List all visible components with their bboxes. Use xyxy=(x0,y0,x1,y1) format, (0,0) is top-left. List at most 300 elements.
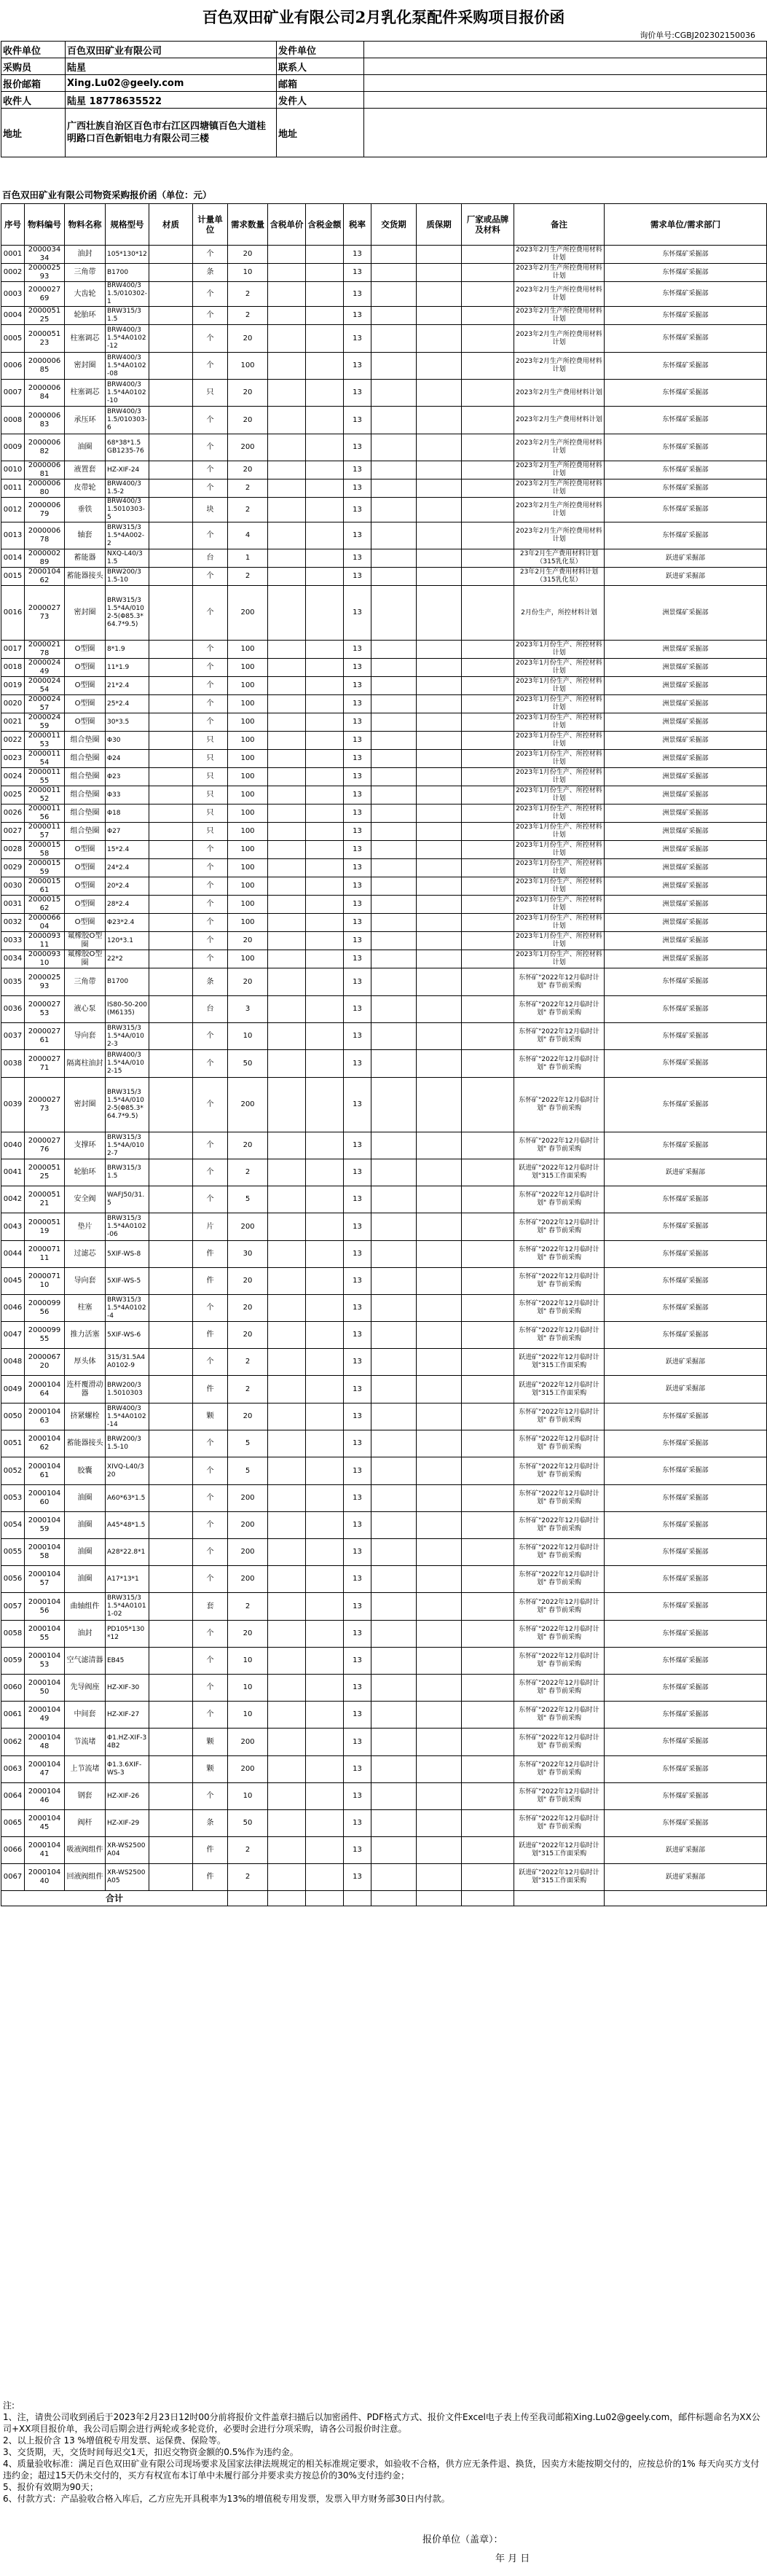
cell-empty xyxy=(268,786,306,804)
cell-empty xyxy=(306,841,344,859)
cell-unit: 颗 xyxy=(193,1404,228,1430)
cell-empty xyxy=(268,1159,306,1186)
cell-tax: 13 xyxy=(344,932,371,950)
cell-empty xyxy=(149,1132,193,1159)
table-row xyxy=(1,407,767,434)
cell-empty xyxy=(462,732,514,750)
cell-tax: 13 xyxy=(344,479,371,498)
cell-empty xyxy=(306,1322,344,1349)
cell-code: 200010440 xyxy=(25,1864,65,1891)
cell-unit: 件 xyxy=(193,1241,228,1268)
cell-dept: 东怀煤矿采掘部 xyxy=(605,407,767,434)
cell-empty xyxy=(268,1729,306,1756)
cell-empty xyxy=(149,1295,193,1322)
cell-name: 轮胎环 xyxy=(65,1159,106,1186)
table-row xyxy=(1,498,767,522)
table-row xyxy=(1,1593,767,1621)
column-header: 物料编号 xyxy=(25,204,65,246)
cell-spec: BRW315/31.5*4A01011-02 xyxy=(106,1593,149,1621)
cell-empty xyxy=(149,568,193,586)
table-header-row xyxy=(1,204,767,246)
cell-empty xyxy=(371,1702,417,1729)
cell-dept: 洲景煤矿采掘部 xyxy=(605,859,767,877)
cell-empty xyxy=(306,823,344,841)
cell-note: 2023年1月份生产、所控材料计划 xyxy=(514,768,605,786)
cell-tax: 13 xyxy=(344,1404,371,1430)
cell-empty xyxy=(371,1783,417,1810)
cell-empty xyxy=(462,1268,514,1295)
cell-code: 200010464 xyxy=(25,1376,65,1404)
table-row xyxy=(1,1322,767,1349)
table-row xyxy=(1,586,767,641)
cell-empty xyxy=(306,1648,344,1675)
cell-empty xyxy=(268,896,306,914)
cell-empty xyxy=(371,1566,417,1593)
cell-spec: BRW400/31.5/010302-1 xyxy=(106,282,149,307)
column-header: 序号 xyxy=(1,204,25,246)
cell-dept: 洲景煤矿采掘部 xyxy=(605,677,767,695)
cell-name: 组合垫圈 xyxy=(65,768,106,786)
cell-code: 200001154 xyxy=(25,750,65,768)
cell-note: 2023年1月份生产、所控材料计划 xyxy=(514,695,605,713)
cell-name: 厚头体 xyxy=(65,1349,106,1376)
cell-empty xyxy=(149,932,193,950)
cell-empty xyxy=(371,1132,417,1159)
cell-spec: A28*22.8*1 xyxy=(106,1539,149,1566)
cell-empty xyxy=(417,264,462,282)
cell-empty xyxy=(371,1295,417,1322)
column-header: 含税金额 xyxy=(306,204,344,246)
cell-empty xyxy=(417,461,462,479)
cell-no: 0045 xyxy=(1,1268,25,1295)
cell-qty: 5 xyxy=(228,1430,268,1457)
cell-tax: 13 xyxy=(344,522,371,549)
cell-empty xyxy=(268,1457,306,1485)
cell-empty xyxy=(149,1702,193,1729)
cell-note: 东怀矿"2022年12月临时计划" 春节前采购 xyxy=(514,1213,605,1241)
cell-unit: 个 xyxy=(193,641,228,659)
cell-tax: 13 xyxy=(344,380,371,407)
cell-empty xyxy=(371,1864,417,1891)
table-row xyxy=(1,1783,767,1810)
cell-code: 200000685 xyxy=(25,353,65,380)
cell-dept: 跃进矿采掘部 xyxy=(605,549,767,568)
cell-empty xyxy=(268,695,306,713)
cell-note: 2023年2月生产所控费用材料计划 xyxy=(514,479,605,498)
cell-empty xyxy=(417,950,462,968)
cell-code: 200002593 xyxy=(25,968,65,996)
cell-qty: 20 xyxy=(228,1295,268,1322)
cell-empty xyxy=(462,1023,514,1050)
table-row xyxy=(1,1512,767,1539)
cell-qty: 20 xyxy=(228,1322,268,1349)
cell-empty xyxy=(462,1783,514,1810)
cell-empty xyxy=(149,1322,193,1349)
cell-empty xyxy=(149,1539,193,1566)
cell-name: 轮胎环 xyxy=(65,307,106,325)
cell-empty xyxy=(417,1783,462,1810)
cell-spec: BRW400/31.5*4A0102-08 xyxy=(106,353,149,380)
cell-qty: 100 xyxy=(228,896,268,914)
note-line: 4、质量验收标准：满足百色双田矿业有限公司现场要求及国家法律法规规定的相关标准规定要求，如验收不合格，供方应无条件退、换货，因卖方未能按期交付的，应按总价的1% 每天向买方支付违约金；超过15天仍未交付的，买方有权宣布本订单中未履行部分并要求卖方按总价的30%支付违约金； xyxy=(3,2459,760,2481)
cell-name: 挤紧螺栓 xyxy=(65,1404,106,1430)
cell-no: 0008 xyxy=(1,407,25,434)
cell-qty: 2 xyxy=(228,307,268,325)
cell-unit: 个 xyxy=(193,1078,228,1132)
column-header: 规格型号 xyxy=(106,204,149,246)
cell-code: 200009956 xyxy=(25,1295,65,1322)
cell-empty xyxy=(306,586,344,641)
cell-unit: 个 xyxy=(193,932,228,950)
cell-empty xyxy=(149,996,193,1023)
cell-empty xyxy=(149,1023,193,1050)
cell-code: 200001559 xyxy=(25,859,65,877)
cell-spec: Φ30 xyxy=(106,732,149,750)
cell-spec: 105*130*12 xyxy=(106,246,149,264)
cell-no: 0059 xyxy=(1,1648,25,1675)
cell-qty: 200 xyxy=(228,1729,268,1756)
cell-empty xyxy=(149,768,193,786)
cell-empty xyxy=(371,1430,417,1457)
cell-qty: 200 xyxy=(228,1512,268,1539)
cell-empty xyxy=(462,353,514,380)
cell-note: 东怀矿"2022年12月临时计划" 春节前采购 xyxy=(514,1186,605,1213)
email-label: 报价邮箱 xyxy=(1,75,66,92)
cell-no: 0066 xyxy=(1,1837,25,1864)
cell-tax: 13 xyxy=(344,1295,371,1322)
table-row xyxy=(1,1539,767,1566)
cell-empty xyxy=(149,282,193,307)
cell-empty xyxy=(306,1023,344,1050)
cell-empty xyxy=(268,659,306,677)
cell-qty: 100 xyxy=(228,695,268,713)
cell-empty xyxy=(371,246,417,264)
cell-unit: 个 xyxy=(193,914,228,932)
cell-tax: 13 xyxy=(344,1268,371,1295)
cell-empty xyxy=(417,1295,462,1322)
cell-empty xyxy=(417,823,462,841)
cell-empty xyxy=(268,1810,306,1837)
cell-note: 东怀矿"2022年12月临时计划" 春节前采购 xyxy=(514,1322,605,1349)
cell-tax: 13 xyxy=(344,1593,371,1621)
cell-name: 氟橡胶O型圈 xyxy=(65,932,106,950)
cell-code: 200000289 xyxy=(25,549,65,568)
cell-empty xyxy=(268,1050,306,1078)
cell-tax: 13 xyxy=(344,1512,371,1539)
cell-empty xyxy=(149,353,193,380)
cell-empty xyxy=(306,1837,344,1864)
cell-name: 导向套 xyxy=(65,1268,106,1295)
table-row xyxy=(1,522,767,549)
cell-tax: 13 xyxy=(344,1241,371,1268)
cell-unit: 个 xyxy=(193,1648,228,1675)
cell-empty xyxy=(306,1621,344,1648)
cell-empty xyxy=(268,434,306,461)
note-line: 6、付款方式：产品验收合格入库后，乙方应先开具税率为13%的增值税专用发票，发票入甲方财务部30日内付款。 xyxy=(3,2494,450,2504)
cell-empty xyxy=(306,1783,344,1810)
cell-unit: 个 xyxy=(193,307,228,325)
table-row xyxy=(1,932,767,950)
column-header: 含税单价 xyxy=(268,204,306,246)
table-row xyxy=(1,353,767,380)
cell-dept: 东怀煤矿采掘部 xyxy=(605,1783,767,1810)
cell-empty xyxy=(268,1512,306,1539)
cell-no: 0049 xyxy=(1,1376,25,1404)
cell-empty xyxy=(417,1621,462,1648)
cell-dept: 东怀煤矿采掘部 xyxy=(605,307,767,325)
cell-empty xyxy=(268,932,306,950)
cell-empty xyxy=(462,1322,514,1349)
cell-spec: 68*38*1.5 GB1235-76 xyxy=(106,434,149,461)
cell-empty xyxy=(306,732,344,750)
cell-dept: 洲景煤矿采掘部 xyxy=(605,950,767,968)
address-value: 广西壮族自治区百色市右江区四塘镇百色大道桂明路口百色新铝电力有限公司三楼 xyxy=(66,109,277,157)
cell-dept: 东怀煤矿采掘部 xyxy=(605,1213,767,1241)
cell-empty xyxy=(306,1050,344,1078)
cell-empty xyxy=(268,1241,306,1268)
table-row xyxy=(1,914,767,932)
cell-note: 2023年1月份生产、所控材料计划 xyxy=(514,786,605,804)
cell-tax: 13 xyxy=(344,1810,371,1837)
cell-qty: 100 xyxy=(228,914,268,932)
cell-empty xyxy=(268,1349,306,1376)
cell-no: 0055 xyxy=(1,1539,25,1566)
note-line: 3、交货期，天，交货时间每迟交1天，扣迟交物资金额的0.5%作为违约金。 xyxy=(3,2447,299,2457)
cell-spec: WAFJ50/31.5 xyxy=(106,1186,149,1213)
cell-empty xyxy=(371,804,417,823)
contact-value xyxy=(364,58,767,75)
cell-qty: 10 xyxy=(228,1023,268,1050)
sender-unit-value xyxy=(364,42,767,58)
cell-dept: 东怀煤矿采掘部 xyxy=(605,1810,767,1837)
cell-empty xyxy=(371,1268,417,1295)
cell-spec: BRW200/31.5010303 xyxy=(106,1376,149,1404)
cell-empty xyxy=(417,407,462,434)
cell-spec: 21*2.4 xyxy=(106,677,149,695)
cell-empty xyxy=(149,498,193,522)
table-row xyxy=(1,695,767,713)
cell-spec: 22*2 xyxy=(106,950,149,968)
cell-qty: 100 xyxy=(228,950,268,968)
cell-empty xyxy=(462,264,514,282)
cell-spec: BRW315/31.5*4A0102-06 xyxy=(106,1213,149,1241)
cell-empty xyxy=(149,1213,193,1241)
table-row xyxy=(1,641,767,659)
cell-empty xyxy=(306,380,344,407)
cell-empty xyxy=(306,1702,344,1729)
cell-tax: 13 xyxy=(344,568,371,586)
cell-empty xyxy=(149,246,193,264)
cell-empty xyxy=(417,479,462,498)
cell-dept: 跃进矿采掘部 xyxy=(605,1837,767,1864)
cell-unit: 个 xyxy=(193,325,228,353)
cell-tax: 13 xyxy=(344,1078,371,1132)
cell-code: 200002773 xyxy=(25,1078,65,1132)
cell-qty: 2 xyxy=(228,1864,268,1891)
cell-spec: BRW315/31.5*4A/0102-3 xyxy=(106,1023,149,1050)
cell-dept: 东怀煤矿采掘部 xyxy=(605,246,767,264)
cell-dept: 洲景煤矿采掘部 xyxy=(605,732,767,750)
cell-name: O型圈 xyxy=(65,659,106,677)
cell-tax: 13 xyxy=(344,1457,371,1485)
cell-name: 组合垫圈 xyxy=(65,750,106,768)
cell-note: 东怀矿"2022年12月临时计划" 春节前采购 xyxy=(514,1593,605,1621)
cell-empty xyxy=(306,877,344,896)
cell-empty xyxy=(149,1621,193,1648)
cell-empty xyxy=(306,461,344,479)
cell-qty: 100 xyxy=(228,641,268,659)
cell-dept: 东怀煤矿采掘部 xyxy=(605,1512,767,1539)
cell-empty xyxy=(149,914,193,932)
cell-tax: 13 xyxy=(344,407,371,434)
cell-empty xyxy=(149,896,193,914)
cell-empty xyxy=(268,1186,306,1213)
cell-empty xyxy=(462,549,514,568)
cell-empty xyxy=(268,1783,306,1810)
cell-empty xyxy=(306,246,344,264)
cell-empty xyxy=(268,1376,306,1404)
cell-unit: 个 xyxy=(193,1457,228,1485)
cell-spec: 5XIF-WS-8 xyxy=(106,1241,149,1268)
cell-unit: 件 xyxy=(193,1268,228,1295)
cell-note: 2023年1月份生产、所控材料计划 xyxy=(514,750,605,768)
cell-code: 200000682 xyxy=(25,434,65,461)
cell-empty xyxy=(268,1268,306,1295)
cell-tax: 13 xyxy=(344,750,371,768)
cell-no: 0041 xyxy=(1,1159,25,1186)
cell-tax: 13 xyxy=(344,1159,371,1186)
cell-empty xyxy=(306,804,344,823)
table-row xyxy=(1,1837,767,1864)
cell-empty xyxy=(417,380,462,407)
table-row xyxy=(1,659,767,677)
cell-empty xyxy=(371,307,417,325)
cell-empty xyxy=(149,461,193,479)
cell-note: 东怀矿"2022年12月临时计划" 春节前采购 xyxy=(514,1268,605,1295)
cell-empty xyxy=(417,246,462,264)
cell-empty xyxy=(417,1186,462,1213)
cell-empty xyxy=(417,498,462,522)
cell-empty xyxy=(268,586,306,641)
cell-code: 200007110 xyxy=(25,1268,65,1295)
cell-note: 2023年1月份生产、所控材料计划 xyxy=(514,659,605,677)
cell-note: 跃进矿"2022年12月临时计划"315工作面采购 xyxy=(514,1864,605,1891)
cell-unit: 个 xyxy=(193,407,228,434)
cell-unit: 个 xyxy=(193,1295,228,1322)
cell-tax: 13 xyxy=(344,950,371,968)
column-header: 计量单位 xyxy=(193,204,228,246)
cell-dept: 东怀煤矿采掘部 xyxy=(605,1023,767,1050)
cell-code: 200003434 xyxy=(25,246,65,264)
cell-empty xyxy=(306,659,344,677)
cell-empty xyxy=(417,1268,462,1295)
cell-empty xyxy=(268,823,306,841)
cell-tax: 13 xyxy=(344,1621,371,1648)
cell-empty xyxy=(306,932,344,950)
cell-note: 2023年2月生产所控费用材料计划 xyxy=(514,353,605,380)
cell-unit: 个 xyxy=(193,353,228,380)
cell-empty xyxy=(149,380,193,407)
cell-code: 200010459 xyxy=(25,1512,65,1539)
cell-empty xyxy=(462,434,514,461)
cell-empty xyxy=(149,859,193,877)
table-row xyxy=(1,1186,767,1213)
cell-tax: 13 xyxy=(344,246,371,264)
cell-name: 组合垫圈 xyxy=(65,823,106,841)
cell-dept: 洲景煤矿采掘部 xyxy=(605,786,767,804)
cell-dept: 洲景煤矿采掘部 xyxy=(605,641,767,659)
cell-no: 0067 xyxy=(1,1864,25,1891)
cell-no: 0044 xyxy=(1,1241,25,1268)
cell-empty xyxy=(306,1404,344,1430)
cell-note: 东怀矿"2022年12月临时计划" 春节前采购 xyxy=(514,1404,605,1430)
cell-qty: 200 xyxy=(228,586,268,641)
cell-empty xyxy=(417,1322,462,1349)
cell-empty xyxy=(371,841,417,859)
table-row xyxy=(1,786,767,804)
cell-qty: 20 xyxy=(228,1268,268,1295)
cell-empty xyxy=(462,568,514,586)
cell-code: 200010460 xyxy=(25,1485,65,1512)
cell-empty xyxy=(306,677,344,695)
cell-spec: HZ-XIF-26 xyxy=(106,1783,149,1810)
cell-empty xyxy=(371,498,417,522)
table-row xyxy=(1,1295,767,1322)
cell-empty xyxy=(371,950,417,968)
cell-code: 200010461 xyxy=(25,1457,65,1485)
cell-empty xyxy=(149,950,193,968)
cell-unit: 只 xyxy=(193,380,228,407)
cell-name: 先导阀座 xyxy=(65,1675,106,1702)
cell-empty xyxy=(149,307,193,325)
cell-empty xyxy=(306,1566,344,1593)
cell-empty xyxy=(462,713,514,732)
total-row xyxy=(1,1891,767,1906)
table-row xyxy=(1,1349,767,1376)
cell-empty xyxy=(462,1621,514,1648)
mailbox-label: 邮箱 xyxy=(277,75,364,92)
cell-empty xyxy=(462,641,514,659)
cell-dept: 东怀煤矿采掘部 xyxy=(605,1621,767,1648)
cell-code: 200000681 xyxy=(25,461,65,479)
cell-qty: 200 xyxy=(228,1485,268,1512)
cell-empty xyxy=(371,407,417,434)
cell-name: 柱塞调芯 xyxy=(65,380,106,407)
note-line: 注: xyxy=(3,2400,15,2411)
cell-spec: HZ-XIF-24 xyxy=(106,461,149,479)
cell-spec: 15*2.4 xyxy=(106,841,149,859)
cell-tax: 13 xyxy=(344,713,371,732)
cell-empty xyxy=(371,1241,417,1268)
cell-dept: 洲景煤矿采掘部 xyxy=(605,804,767,823)
cell-dept: 洲景煤矿采掘部 xyxy=(605,659,767,677)
cell-empty xyxy=(371,1213,417,1241)
cell-empty xyxy=(306,1159,344,1186)
cell-spec: Φ23 xyxy=(106,768,149,786)
cell-qty: 200 xyxy=(228,1213,268,1241)
section-title: 百色双田矿业有限公司物资采购报价函（单位：元） xyxy=(2,189,212,200)
cell-spec: BRW200/31.5-10 xyxy=(106,1430,149,1457)
cell-note: 东怀矿"2022年12月临时计划" 春节前采购 xyxy=(514,1050,605,1078)
cell-name: O型圈 xyxy=(65,695,106,713)
cell-qty: 20 xyxy=(228,461,268,479)
cell-name: 组合垫圈 xyxy=(65,786,106,804)
cell-unit: 个 xyxy=(193,479,228,498)
cell-empty xyxy=(417,568,462,586)
cell-empty xyxy=(462,1485,514,1512)
cell-empty xyxy=(371,996,417,1023)
cell-empty xyxy=(268,1756,306,1783)
